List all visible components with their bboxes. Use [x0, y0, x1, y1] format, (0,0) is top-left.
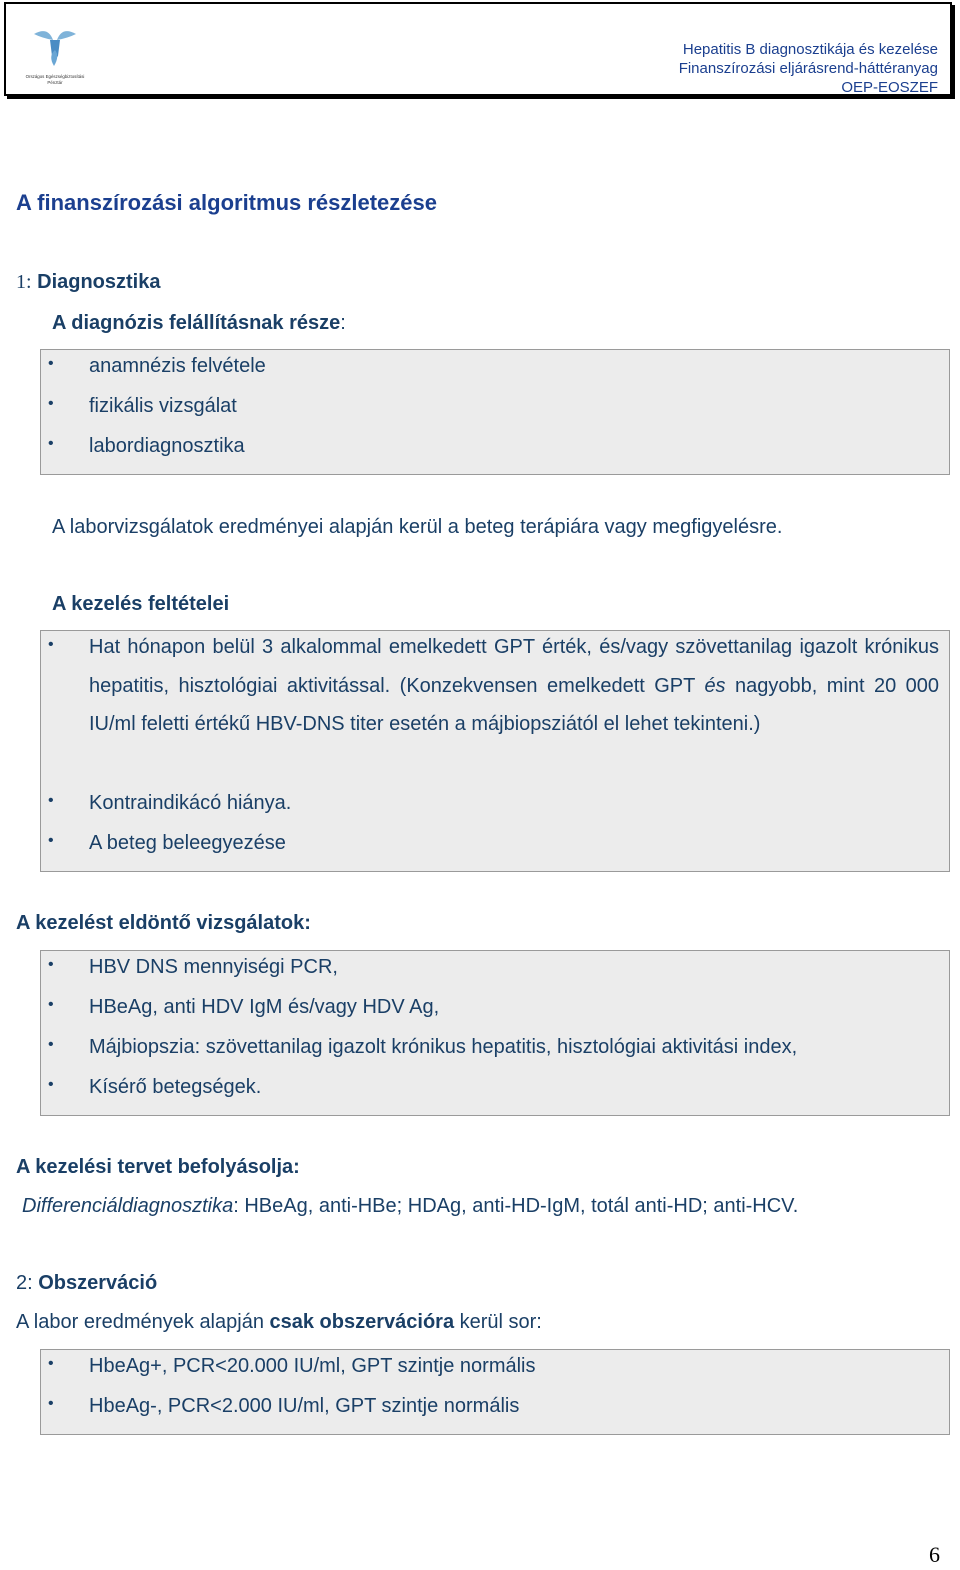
conditions-heading: [52, 593, 229, 616]
list-item-text: fizikális vizsgálat: [89, 395, 237, 417]
header-line-2: Finanszírozási eljárásrend-háttéranyag: [678, 60, 938, 77]
diagnosis-subheading: [52, 312, 346, 335]
intro-bold: csak obszervációra: [269, 1311, 455, 1333]
section-2-title: Obszerváció: [38, 1272, 158, 1294]
header-text: [679, 40, 938, 97]
bullet-icon: •: [48, 1355, 54, 1372]
svg-text:Pénztár: Pénztár: [47, 80, 63, 85]
condition-1-text-b: nagyobb, mint 20 000 IU/ml feletti értékű HBV-DNS titer esetén a májbiopsziától el lehet tekinteni.): [89, 674, 940, 736]
plan-text-body: : HBeAg, anti-HBe; HDAg, anti-HD-IgM, totál anti-HD; anti-HCV.: [233, 1195, 799, 1217]
list-item-text: Kontraindikácó hiánya.: [89, 792, 292, 814]
condition-1-text-a: Hat hónapon belül 3 alkalommal emelkedett GPT érték, és/vagy szövettanilag igazolt krónikus hepatitis, hisztológiai aktivitással. (Konzekvensen emelkedett GPT: [89, 636, 939, 697]
section-2-heading: [16, 1272, 157, 1295]
bullet-icon: •: [48, 636, 54, 653]
list-item-text: Kísérő betegségek.: [89, 1076, 262, 1098]
list-item-text: A beteg beleegyezése: [89, 832, 286, 854]
list-item-text: anamnézis felvétele: [89, 355, 266, 377]
page-header: [4, 2, 952, 96]
lab-results-text: A laborvizsgálatok eredményei alapján kerül a beteg terápiára vagy megfigyelésre.: [52, 516, 783, 538]
plan-heading-text: A kezelési tervet befolyásolja:: [16, 1156, 300, 1178]
list-item-text: HbeAg+, PCR<20.000 IU/ml, GPT szintje normális: [89, 1355, 536, 1377]
list-item-text: labordiagnosztika: [89, 435, 245, 457]
plan-text: [22, 1195, 798, 1218]
bullet-icon: •: [48, 792, 54, 809]
section-2-number: 2:: [16, 1272, 33, 1294]
list-item-text: HBV DNS mennyiségi PCR,: [89, 956, 338, 978]
observation-intro: [16, 1311, 542, 1334]
bullet-icon: •: [48, 1395, 54, 1412]
section-1-heading: [16, 271, 160, 294]
diagnosis-subheading-text: A diagnózis felállításnak része: [52, 312, 341, 334]
diagnosis-subheading-colon: :: [340, 312, 346, 334]
bullet-icon: •: [48, 435, 54, 452]
section-1-title: Diagnosztika: [37, 271, 161, 293]
svg-text:Országos Egészségbiztosítási: Országos Egészségbiztosítási: [25, 74, 85, 79]
decision-heading-text: A kezelést eldöntő vizsgálatok:: [16, 912, 311, 934]
list-item-text: HBeAg, anti HDV IgM és/vagy HDV Ag,: [89, 996, 440, 1018]
page-title: A finanszírozási algoritmus részletezése: [16, 190, 437, 215]
header-line-1: Hepatitis B diagnosztikája és kezelése: [682, 41, 938, 58]
bullet-icon: •: [48, 996, 54, 1013]
condition-1: [89, 628, 939, 744]
oep-logo-icon: [20, 26, 90, 88]
decision-heading: [16, 912, 311, 935]
bullet-icon: •: [48, 1036, 54, 1053]
list-item-text: HbeAg-, PCR<2.000 IU/ml, GPT szintje normális: [89, 1395, 520, 1417]
intro-text-b: kerül sor:: [454, 1311, 542, 1333]
conditions-heading-text: A kezelés feltételei: [52, 593, 230, 615]
header-line-3: OEP-EOSZEF: [841, 79, 938, 96]
condition-1-italic: és: [704, 674, 726, 697]
plan-label: Differenciáldiagnosztika: [22, 1195, 234, 1217]
bullet-icon: •: [48, 395, 54, 412]
list-item-text: Májbiopszia: szövettanilag igazolt krónikus hepatitis, hisztológiai aktivitási index,: [89, 1036, 798, 1058]
bullet-icon: •: [48, 956, 54, 973]
bullet-icon: •: [48, 1076, 54, 1093]
page-number: 6: [929, 1542, 940, 1567]
bullet-icon: •: [48, 355, 54, 372]
plan-heading: [16, 1156, 300, 1179]
intro-text-a: A labor eredmények alapján: [16, 1311, 270, 1333]
bullet-icon: •: [48, 832, 54, 849]
section-1-number: 1:: [16, 271, 32, 293]
